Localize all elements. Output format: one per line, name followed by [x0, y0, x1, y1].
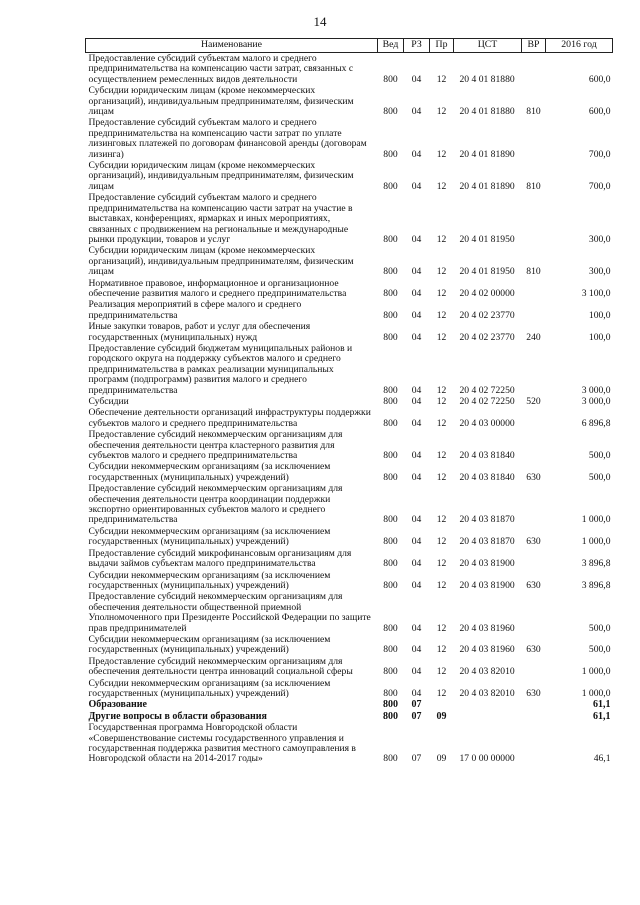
- cell-cst: 20 4 03 81900: [459, 558, 515, 570]
- cell-vr: [522, 711, 546, 722]
- cell-vr: [522, 722, 546, 765]
- cell-ved: 800: [383, 309, 398, 321]
- budget-table: [85, 38, 613, 765]
- cell-sum: 1 000,0: [581, 666, 611, 678]
- cell-pr: 12: [436, 514, 447, 526]
- header-pr: Пр: [430, 39, 454, 53]
- table-row: [86, 160, 613, 192]
- cell-rz: 04: [411, 331, 422, 343]
- table-row: [86, 711, 613, 722]
- cell-vr: 810: [526, 106, 541, 118]
- cell-vr: [522, 483, 546, 526]
- cell-name: Субсидии некоммерческим организациям (за исключением государственных (муниципальных) учреждений): [88, 633, 331, 656]
- cell-pr: 12: [436, 180, 447, 192]
- table-row: [86, 343, 613, 396]
- cell-sum: 600,0: [588, 106, 611, 118]
- cell-sum: 1 000,0: [581, 536, 611, 548]
- cell-vr: 630: [526, 536, 541, 548]
- table-row: [86, 483, 613, 526]
- cell-vr: [522, 699, 546, 710]
- cell-pr: 12: [436, 331, 447, 343]
- table-row: [86, 526, 613, 548]
- table-row: [86, 299, 613, 321]
- cell-cst: 20 4 02 72250: [459, 396, 515, 407]
- cell-vr: [522, 656, 546, 678]
- table-row: [86, 699, 613, 710]
- cell-name: Предоставление субсидий субъектам малого и среднего предпринимательства на компенсацию части затрат, связанных с осуществлением ремесленных видов деятельности: [88, 53, 354, 85]
- cell-cst: 20 4 02 23770: [459, 331, 515, 343]
- cell-pr: 12: [436, 417, 447, 429]
- cell-rz: 04: [411, 417, 422, 429]
- cell-sum: 3 896,8: [581, 579, 611, 591]
- cell-pr: 12: [436, 309, 447, 321]
- cell-rz: 04: [411, 687, 422, 699]
- cell-ved: 800: [383, 644, 398, 656]
- cell-sum: 1 000,0: [581, 514, 611, 526]
- cell-name: Другие вопросы в области образования: [88, 710, 267, 722]
- cell-ved: 800: [383, 287, 398, 299]
- cell-vr: [522, 278, 546, 300]
- cell-pr: 12: [436, 148, 447, 160]
- cell-vr: [522, 117, 546, 160]
- cell-rz: 04: [411, 73, 422, 85]
- cell-pr: 12: [436, 384, 447, 396]
- cell-cst: 20 4 01 81890: [459, 180, 515, 192]
- table-row: [86, 85, 613, 117]
- cell-name: Субсидии некоммерческим организациям (за исключением государственных (муниципальных) учреждений): [88, 525, 331, 548]
- cell-pr: [430, 699, 454, 710]
- cell-sum: 61,1: [593, 699, 611, 711]
- cell-name: Субсидии: [88, 396, 129, 407]
- header-cst: ЦСТ: [454, 39, 522, 53]
- header-name: Наименование: [86, 39, 378, 53]
- cell-name: Предоставление субсидий микрофинансовым организациям для выдачи займов субъектам малого предпринимательства: [88, 547, 352, 570]
- cell-rz: 04: [411, 287, 422, 299]
- cell-vr: 630: [526, 579, 541, 591]
- cell-name: Предоставление субсидий некоммерческим организациям для обеспечения деятельности центра кластерного развития для субъектов малого и среднего предпринимательства: [88, 429, 343, 462]
- cell-rz: 07: [411, 699, 422, 711]
- cell-sum: 700,0: [588, 148, 611, 160]
- cell-name: Предоставление субсидий бюджетам муниципальных районов и городского округа на поддержку субъектов малого и среднего предпринимательства в рамках реализации муниципальных программ (подпрограмм) развития малого и среднего предпринимательства: [88, 342, 353, 396]
- cell-rz: 04: [411, 384, 422, 396]
- cell-name: Субсидии юридическим лицам (кроме некоммерческих организаций), индивидуальным предпринимателям, физическим лицам: [88, 85, 354, 118]
- cell-ved: 800: [383, 450, 398, 462]
- cell-cst: 20 4 01 81880: [459, 73, 515, 85]
- cell-name: Субсидии некоммерческим организациям (за исключением государственных (муниципальных) учреждений): [88, 569, 331, 591]
- cell-name: Обеспечение деятельности организаций инфраструктуры поддержки субъектов малого и среднего предпринимательства: [88, 407, 371, 429]
- cell-sum: 3 000,0: [581, 396, 611, 407]
- cell-pr: 12: [436, 536, 447, 548]
- cell-sum: 1 000,0: [581, 687, 611, 699]
- cell-ved: 800: [383, 536, 398, 548]
- cell-rz: 04: [411, 644, 422, 656]
- cell-pr: 09: [436, 710, 447, 722]
- cell-sum: 700,0: [588, 180, 611, 192]
- table-row: [86, 396, 613, 407]
- cell-name: Иные закупки товаров, работ и услуг для обеспечения государственных (муниципальных) нужд: [88, 321, 311, 343]
- cell-cst: 20 4 02 72250: [459, 384, 515, 396]
- cell-ved: 800: [383, 666, 398, 678]
- cell-pr: 12: [436, 687, 447, 699]
- cell-pr: 12: [436, 287, 447, 299]
- table-row: [86, 192, 613, 245]
- cell-rz: 04: [411, 536, 422, 548]
- cell-rz: 04: [411, 148, 422, 160]
- header-year: 2016 год: [546, 39, 613, 53]
- cell-ved: 800: [383, 233, 398, 245]
- cell-rz: 04: [411, 450, 422, 462]
- cell-ved: 800: [383, 699, 398, 711]
- cell-cst: 17 0 00 00000: [459, 753, 515, 765]
- cell-ved: 800: [383, 622, 398, 634]
- cell-rz: 04: [411, 622, 422, 634]
- cell-ved: 800: [383, 579, 398, 591]
- cell-sum: 500,0: [588, 471, 611, 483]
- cell-pr: 12: [436, 396, 447, 407]
- cell-pr: 12: [436, 558, 447, 570]
- cell-pr: 12: [436, 666, 447, 678]
- cell-rz: 04: [411, 180, 422, 192]
- cell-sum: 3 100,0: [581, 287, 611, 299]
- cell-vr: [522, 548, 546, 570]
- cell-sum: 46,1: [593, 753, 611, 765]
- cell-pr: 12: [436, 450, 447, 462]
- cell-name: Субсидии юридическим лицам (кроме некоммерческих организаций), индивидуальным предпринимателям, физическим лицам: [88, 160, 354, 192]
- cell-name: Предоставление субсидий некоммерческим организациям для обеспечения деятельности общественной приемной Уполномоченного при Президенте Российской Федерации по защите прав предпринимателей: [88, 591, 371, 634]
- table-row: [86, 117, 613, 160]
- cell-ved: 800: [383, 396, 398, 407]
- cell-vr: 810: [526, 266, 541, 278]
- cell-rz: 07: [411, 753, 422, 765]
- cell-ved: 800: [383, 73, 398, 85]
- cell-ved: 800: [383, 266, 398, 278]
- cell-sum: 61,1: [593, 710, 611, 722]
- cell-sum: 300,0: [588, 266, 611, 278]
- cell-name: Предоставление субсидий некоммерческим организациям для обеспечения деятельности центра координации поддержки экспортно ориентированных субъектов малого и среднего предпринимательства: [88, 483, 343, 526]
- cell-name: Предоставление субсидий некоммерческим организациям для обеспечения деятельности центра инноваций социальной сферы: [88, 655, 353, 678]
- cell-ved: 800: [383, 331, 398, 343]
- header-rz: РЗ: [404, 39, 430, 53]
- cell-cst: 20 4 03 81840: [459, 471, 515, 483]
- cell-pr: 12: [436, 622, 447, 634]
- cell-vr: [522, 407, 546, 429]
- cell-ved: 800: [383, 417, 398, 429]
- cell-pr: 12: [436, 644, 447, 656]
- cell-vr: 240: [526, 331, 541, 343]
- cell-cst: [454, 699, 522, 710]
- cell-cst: 20 4 03 00000: [459, 417, 515, 429]
- cell-ved: 800: [383, 558, 398, 570]
- cell-rz: 07: [411, 710, 422, 722]
- cell-cst: 20 4 01 81950: [459, 233, 515, 245]
- table-row: [86, 548, 613, 570]
- cell-rz: 04: [411, 666, 422, 678]
- cell-name: Нормативное правовое, информационное и организационное обеспечение развития малого и среднего предпринимательства: [88, 277, 347, 299]
- cell-pr: 12: [436, 233, 447, 245]
- cell-rz: 04: [411, 558, 422, 570]
- cell-name: Реализация мероприятий в сфере малого и среднего предпринимательства: [88, 299, 302, 321]
- table-header: [86, 39, 613, 53]
- cell-sum: 300,0: [588, 233, 611, 245]
- cell-ved: 800: [383, 471, 398, 483]
- cell-vr: [522, 591, 546, 634]
- table-row: [86, 461, 613, 483]
- cell-ved: 800: [383, 148, 398, 160]
- table-row: [86, 722, 613, 765]
- cell-pr: 12: [436, 471, 447, 483]
- table-body: [86, 53, 613, 765]
- table-row: [86, 678, 613, 700]
- cell-sum: 100,0: [588, 309, 611, 321]
- header-ved: Вед: [378, 39, 404, 53]
- table-row: [86, 278, 613, 300]
- cell-pr: 12: [436, 579, 447, 591]
- cell-sum: 600,0: [588, 73, 611, 85]
- cell-sum: 100,0: [588, 331, 611, 343]
- cell-ved: 800: [383, 180, 398, 192]
- cell-sum: 500,0: [588, 450, 611, 462]
- cell-vr: 630: [526, 644, 541, 656]
- cell-pr: 12: [436, 266, 447, 278]
- cell-sum: 3 000,0: [581, 384, 611, 396]
- table-row: [86, 591, 613, 634]
- cell-vr: [522, 343, 546, 396]
- cell-rz: 04: [411, 309, 422, 321]
- cell-sum: 500,0: [588, 622, 611, 634]
- cell-vr: [522, 299, 546, 321]
- cell-vr: [522, 429, 546, 461]
- cell-vr: [522, 53, 546, 86]
- table-row: [86, 570, 613, 592]
- cell-pr: 12: [436, 73, 447, 85]
- cell-cst: 20 4 01 81950: [459, 266, 515, 278]
- cell-ved: 800: [383, 687, 398, 699]
- cell-cst: 20 4 03 81960: [459, 622, 515, 634]
- table-row: [86, 407, 613, 429]
- cell-rz: 04: [411, 471, 422, 483]
- table-row: [86, 429, 613, 461]
- cell-sum: 3 896,8: [581, 558, 611, 570]
- cell-vr: 810: [526, 180, 541, 192]
- cell-vr: 630: [526, 687, 541, 699]
- cell-pr: 12: [436, 106, 447, 118]
- cell-cst: 20 4 01 81880: [459, 106, 515, 118]
- cell-rz: 04: [411, 233, 422, 245]
- table-row: [86, 321, 613, 343]
- cell-ved: 800: [383, 384, 398, 396]
- cell-ved: 800: [383, 106, 398, 118]
- cell-name: Образование: [88, 699, 147, 711]
- cell-cst: 20 4 03 81960: [459, 644, 515, 656]
- cell-name: Субсидии некоммерческим организациям (за исключением государственных (муниципальных) учреждений): [88, 461, 331, 483]
- cell-cst: 20 4 03 81900: [459, 579, 515, 591]
- table-row: [86, 245, 613, 277]
- table-row: [86, 634, 613, 656]
- cell-rz: 04: [411, 106, 422, 118]
- cell-rz: 04: [411, 579, 422, 591]
- page-number: 14: [313, 14, 327, 29]
- cell-cst: 20 4 03 82010: [459, 666, 515, 678]
- cell-cst: 20 4 03 81840: [459, 450, 515, 462]
- cell-name: Субсидии юридическим лицам (кроме некоммерческих организаций), индивидуальным предпринимателям, физическим лицам: [88, 245, 354, 278]
- cell-rz: 04: [411, 514, 422, 526]
- cell-cst: 20 4 02 00000: [459, 287, 515, 299]
- cell-vr: 520: [526, 396, 541, 407]
- cell-cst: 20 4 03 81870: [459, 536, 515, 548]
- cell-pr: 09: [436, 753, 447, 765]
- header-vr: ВР: [522, 39, 546, 53]
- cell-sum: 500,0: [588, 644, 611, 656]
- cell-vr: [522, 192, 546, 245]
- cell-ved: 800: [383, 710, 398, 722]
- cell-ved: 800: [383, 514, 398, 526]
- cell-rz: 04: [411, 266, 422, 278]
- cell-cst: 20 4 03 82010: [459, 687, 515, 699]
- cell-cst: 20 4 03 81870: [459, 514, 515, 526]
- table-row: [86, 656, 613, 678]
- cell-name: Субсидии некоммерческим организациям (за исключением государственных (муниципальных) учреждений): [88, 677, 331, 699]
- cell-name: Государственная программа Новгородской области «Совершенствование системы государственного управления и государственная поддержка развития местного самоуправления в Новгородской области на 2014-2017 годы»: [88, 722, 356, 765]
- cell-ved: 800: [383, 753, 398, 765]
- cell-vr: 630: [526, 471, 541, 483]
- table-row: [86, 53, 613, 86]
- cell-sum: 6 896,8: [581, 417, 611, 429]
- cell-rz: 04: [411, 396, 422, 407]
- cell-cst: [454, 711, 522, 722]
- cell-name: Предоставление субсидий субъектам малого и среднего предпринимательства на компенсацию части затрат на участие в выставках, конференциях, ярмарках и иных мероприятиях, связанных с продвижением на региональные и международные рынки продукции, товаров и услуг: [88, 192, 353, 245]
- cell-cst: 20 4 02 23770: [459, 309, 515, 321]
- cell-cst: 20 4 01 81890: [459, 148, 515, 160]
- cell-name: Предоставление субсидий субъектам малого и среднего предпринимательства на компенсацию части затрат по уплате лизинговых платежей по договорам финансовой аренды (договорам лизинга): [88, 117, 367, 160]
